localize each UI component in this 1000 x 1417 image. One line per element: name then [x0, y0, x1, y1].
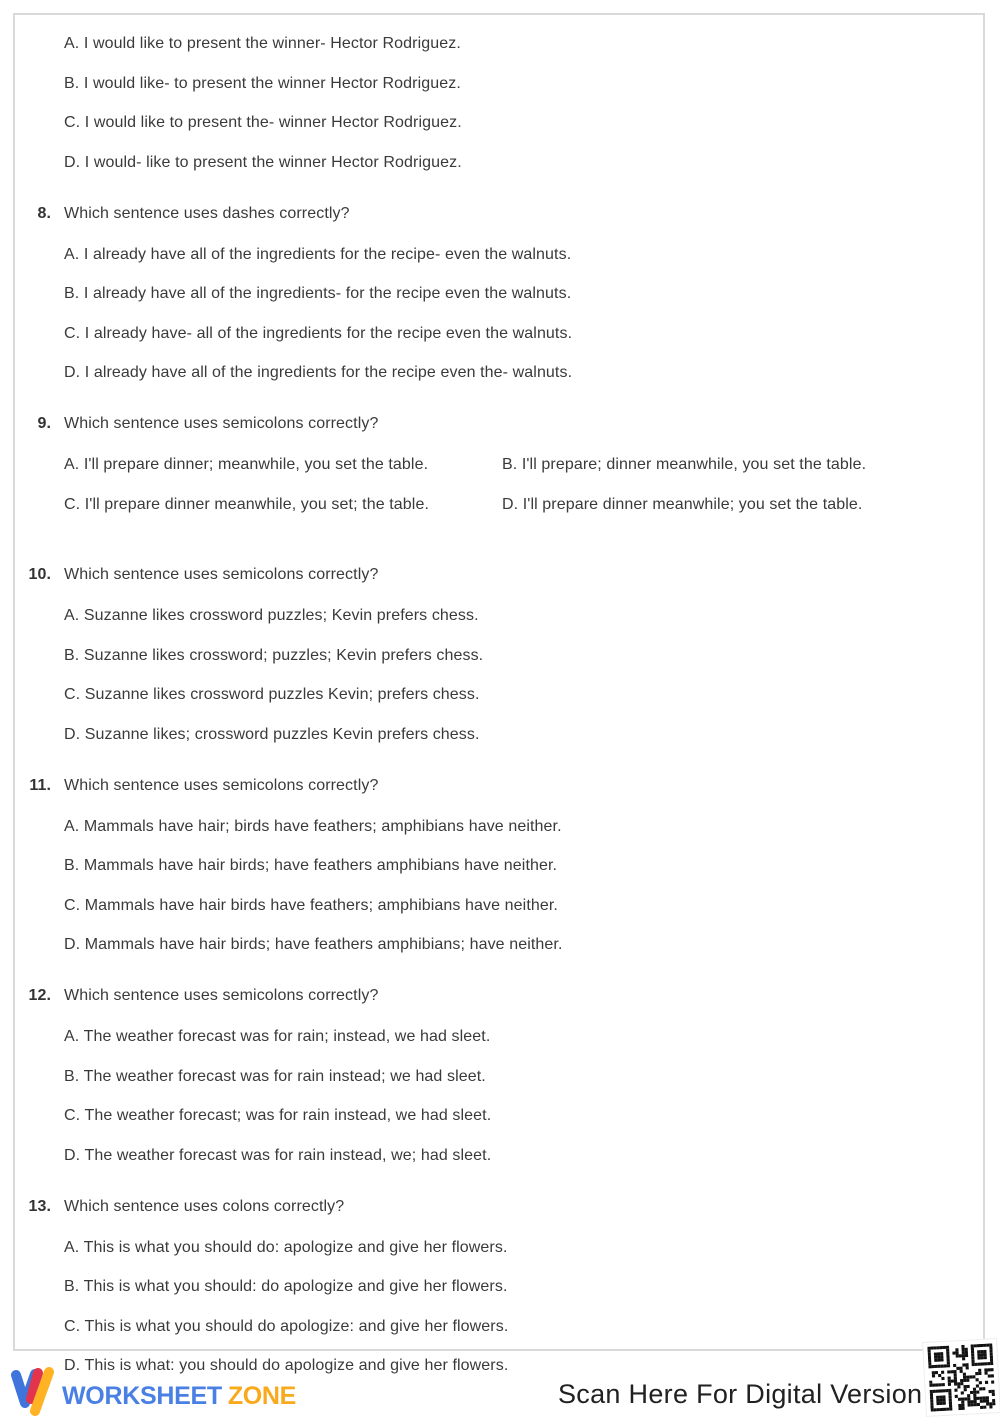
answer-option: C. Suzanne likes crossword puzzles Kevin; prefers chess.: [64, 686, 480, 703]
question-text: Which sentence uses semicolons correctly?: [64, 776, 379, 794]
answer-option: C. Mammals have hair birds have feathers; amphibians have neither.: [64, 896, 558, 914]
brand-word-worksheet: WORKSHEET: [62, 1382, 222, 1410]
answer-option: D. The weather forecast was for rain instead, we; had sleet.: [64, 1146, 492, 1164]
question-block-8: [37, 204, 955, 384]
answer-option: B. I already have all of the ingredients- for the recipe even the walnuts.: [64, 285, 572, 302]
question-number: 13.: [28, 1197, 51, 1215]
question-text: Which sentence uses colons correctly?: [64, 1197, 345, 1215]
answer-option: A. This is what you should do: apologize and give her flowers.: [64, 1238, 508, 1256]
answer-option: C. I'll prepare dinner meanwhile, you set; the table.: [64, 495, 429, 513]
answer-option: D. Suzanne likes; crossword puzzles Kevin prefers chess.: [64, 725, 480, 743]
question-text: Which sentence uses semicolons correctly?: [64, 415, 379, 432]
question-number: 10.: [28, 566, 51, 583]
question-text: Which sentence uses semicolons correctly?: [64, 566, 379, 583]
answer-option: A. Suzanne likes crossword puzzles; Kevin prefers chess.: [64, 607, 479, 624]
answer-option: C. I would like to present the- winner Hector Rodriguez.: [64, 114, 462, 131]
answer-option: B. This is what you should: do apologize and give her flowers.: [64, 1278, 508, 1295]
question-heading: [28, 565, 955, 585]
question-block-10: [28, 565, 955, 745]
answer-option: C. I already have- all of the ingredients for the recipe even the walnuts.: [64, 324, 573, 342]
answer-option: A. I would like to present the winner- Hector Rodriguez.: [64, 35, 461, 52]
question-text: Which sentence uses semicolons correctly?: [64, 987, 379, 1004]
answer-option: D. I'll prepare dinner meanwhile; you set the table.: [502, 495, 863, 513]
two-column-options: [64, 455, 955, 534]
footer: [0, 1353, 1000, 1414]
answer-option: A. I'll prepare dinner; meanwhile, you set the table.: [64, 456, 429, 473]
answer-option: D. I would- like to present the winner Hector Rodriguez.: [64, 153, 462, 171]
answer-option: C. This is what you should do apologize: and give her flowers.: [64, 1317, 509, 1335]
answer-option: B. The weather forecast was for rain instead; we had sleet.: [64, 1067, 486, 1085]
brand-name: [62, 1382, 296, 1411]
answer-option: D. This is what: you should do apologize and give her flowers.: [64, 1357, 509, 1374]
answer-option: B. I would like- to present the winner Hector Rodriguez.: [64, 74, 461, 92]
question-number: 8.: [37, 204, 51, 222]
answer-option: D. I already have all of the ingredients for the recipe even the- walnuts.: [64, 364, 573, 381]
answer-option: D. Mammals have hair birds; have feathers amphibians; have neither.: [64, 936, 563, 953]
question-number: 12.: [28, 987, 51, 1004]
question-number: 9.: [37, 415, 51, 432]
scan-here-text: Scan Here For Digital Version: [558, 1379, 923, 1409]
worksheetzone-logo-icon: [9, 1365, 57, 1417]
question-block-13: [28, 1197, 955, 1377]
question-block-12: [28, 986, 955, 1166]
question-heading: [28, 1197, 955, 1217]
answer-option: C. The weather forecast; was for rain instead, we had sleet.: [64, 1107, 492, 1124]
answer-option: A. Mammals have hair; birds have feathers; amphibians have neither.: [64, 817, 562, 835]
question-block-11: [29, 776, 955, 956]
question-number: 11.: [29, 776, 51, 794]
worksheet-page: [13, 13, 985, 1374]
question-heading: [28, 986, 955, 1006]
question-block-9: [37, 414, 955, 534]
answer-option: A. I already have all of the ingredients for the recipe- even the walnuts.: [64, 245, 572, 263]
question-text: Which sentence uses dashes correctly?: [64, 204, 350, 222]
answer-option: B. I'll prepare; dinner meanwhile, you set the table.: [502, 456, 867, 473]
brand-word-zone: ZONE: [227, 1382, 297, 1410]
answer-option: B. Mammals have hair birds; have feathers amphibians have neither.: [64, 857, 558, 874]
qr-code-icon: [923, 1339, 1000, 1416]
answer-option: B. Suzanne likes crossword; puzzles; Kevin prefers chess.: [64, 646, 484, 664]
intro-options: [64, 34, 955, 173]
question-heading: [29, 776, 955, 796]
answer-option: A. The weather forecast was for rain; instead, we had sleet.: [64, 1028, 491, 1045]
question-heading: [37, 414, 955, 434]
question-heading: [37, 204, 955, 224]
page-content: [15, 15, 983, 1376]
